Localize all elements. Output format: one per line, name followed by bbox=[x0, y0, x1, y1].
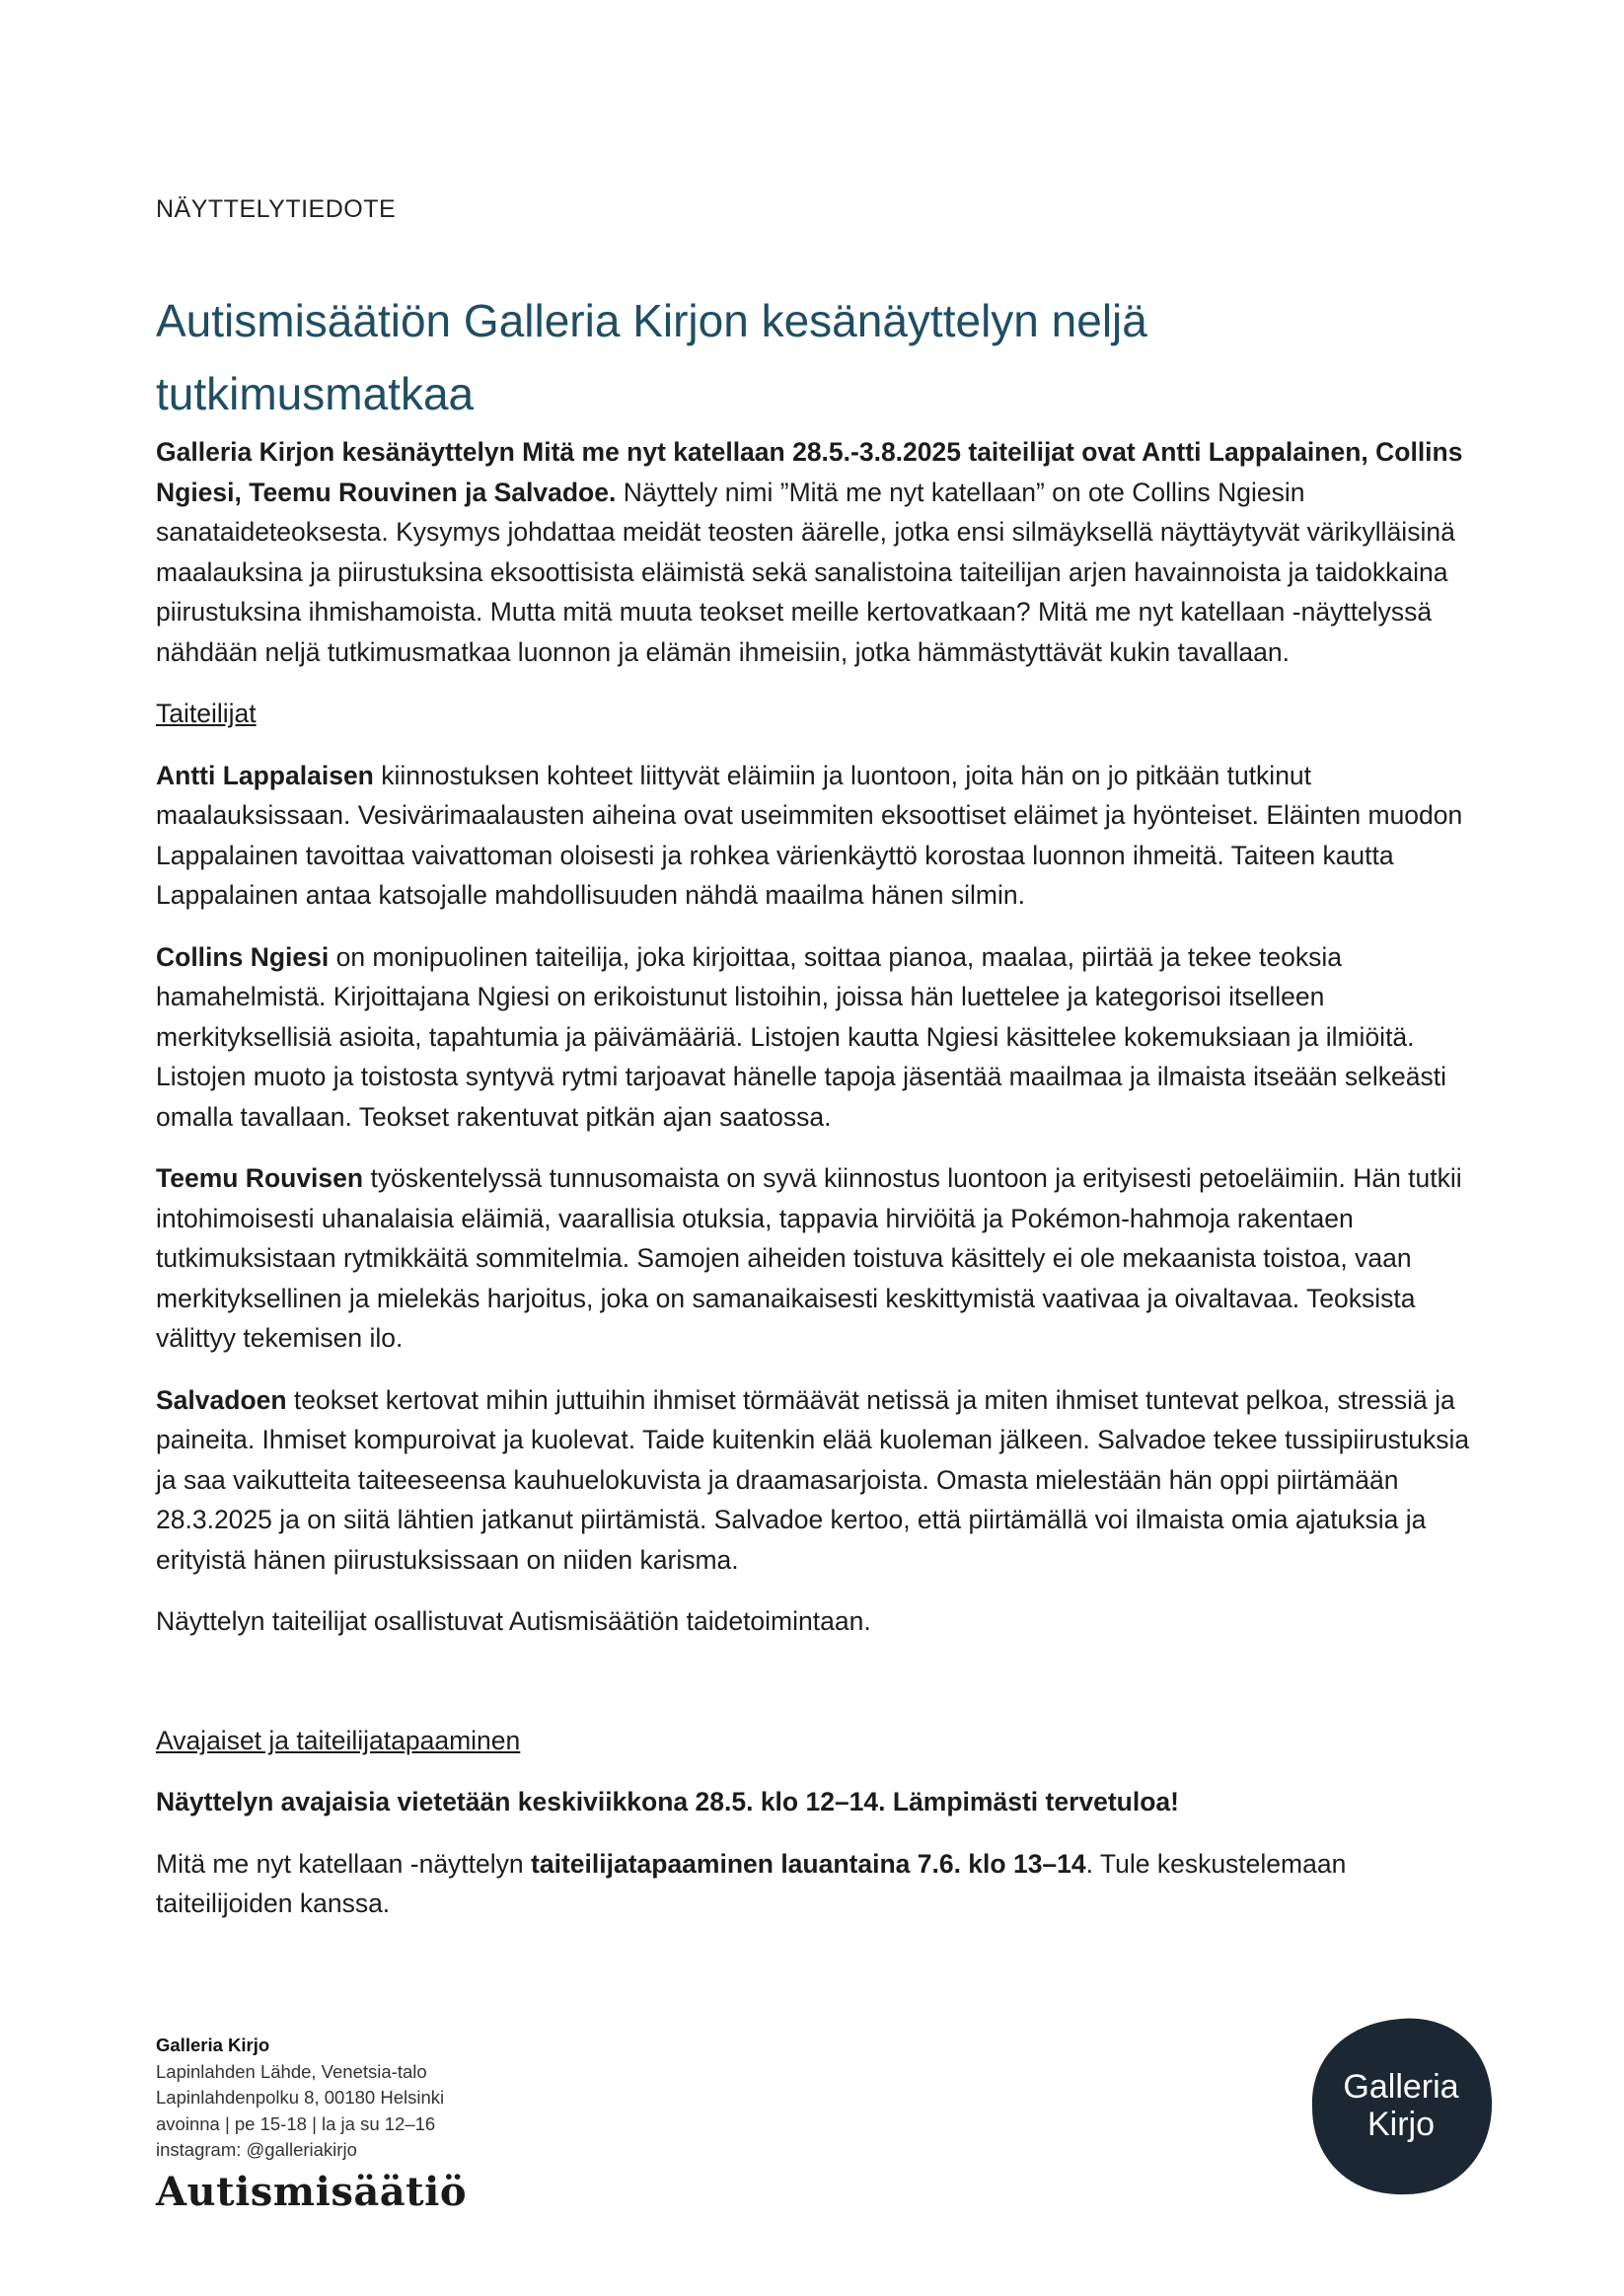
gallery-name: Galleria Kirjo bbox=[156, 2035, 270, 2055]
logo-text bbox=[1304, 2009, 1498, 2202]
logo-line-kirjo: Kirjo bbox=[1366, 2106, 1436, 2143]
street-address: Lapinlahdenpolku 8, 00180 Helsinki bbox=[156, 2087, 445, 2108]
artists-heading: Taiteilijat bbox=[156, 699, 257, 728]
intro-paragraph bbox=[156, 432, 1478, 672]
document-type-label: NÄYTTELYTIEDOTE bbox=[156, 195, 397, 223]
intro-lead: Galleria Kirjon kesänäyttelyn Mitä me nyt katellaan 28.5.-3.8.2025 taiteilijat ovat Antti Lappalainen, Collins Ngiesi, Teemu Rouvinen ja Salvadoe. bbox=[156, 437, 1463, 507]
galleria-kirjo-logo bbox=[1304, 2009, 1498, 2202]
artist-text: on monipuolinen taiteilija, joka kirjoittaa, soittaa pianoa, maalaa, piirtää ja tekee teoksia hamahelmistä. Kirjoittajana Ngiesi on erikoistunut listoihin, joissa hän luettelee ja kategorisoi itselleen merkityksellisiä asioita, tapahtumia ja päivämääriä. Listojen kautta Ngiesi käsittelee kokemuksiaan ja ilmiöitä. Listojen muoto ja toistosta syntyvä rytmi tarjoavat hänelle tapoja jäsentää maailmaa ja ilmaista itseään selkeästi omalla tavallaan. Teokset rakentuvat pitkän ajan saatossa. bbox=[156, 941, 1446, 1132]
opening-hours: avoinna | pe 15-18 | la ja su 12–16 bbox=[156, 2112, 436, 2134]
artist-text: työskentelyssä tunnusomaista on syvä kiinnostus luontoon ja erityisesti petoeläimiin. Hän tutkii intohimoisesti uhanalaisia eläimiä, vaarallisia otuksia, tappavia hirviöitä ja Pokémon-hahmoja rakentaen tutkimuksistaan rytmikkäitä sommitelmia. Samojen aiheiden toistuva käsittely ei ole mekaanista toistoa, vaan merkityksellinen ja mielekäs harjoitus, joka on samanaikaisesti keskittymistä vaativaa ja oivaltavaa. Teoksista välittyy tekemisen ilo. bbox=[156, 1163, 1462, 1353]
artist-name: Teemu Rouvisen bbox=[156, 1163, 364, 1193]
autismisaatio-logo: Autismisäätiö bbox=[156, 2169, 468, 2215]
artist-text: teokset kertovat mihin juttuihin ihmiset törmäävät netissä ja miten ihmiset tuntevat pelkoa, stressiä ja paineita. Ihmiset kompuroivat ja kuolevat. Taide kuitenkin elää kuoleman jälkeen. Salvadoe tekee tussipiirustuksia ja saa vaikutteita taiteeseensa kauhuelokuvista ja draamasarjoista. Omasta mielestään hän oppi piirtämään 28.3.2025 ja on siitä lähtien jatkanut piirtämistä. Salvadoe kertoo, että piirtämällä voi ilmaista omia ajatuksia ja erityistä hänen piirustuksissaan on niiden karisma. bbox=[156, 1384, 1470, 1575]
artist-name: Salvadoen bbox=[156, 1384, 287, 1415]
artist-text: kiinnostuksen kohteet liittyvät eläimiin ja luontoon, joita hän on jo pitkään tutkinut maalauksissaan. Vesivärimaalausten aiheina ovat useimmiten eksoottiset eläimet ja hyönteiset. Eläinten muodon Lappalainen tavoittaa vaivattoman oloisesti ja rohkea värienkäyttö korostaa luonnon ihmeitä. Taiteen kautta Lappalainen antaa katsojalle mahdollisuuden nähdä maailma hänen silmin. bbox=[156, 760, 1463, 910]
intro-text: Näyttely nimi ”Mitä me nyt katellaan” on ote Collins Ngiesin sanataideteoksesta. Kysymys johdattaa meidät teosten äärelle, jotka ensi silmäyksellä näyttäytyvät värikylläisinä maalauksina ja piirustuksina eksoottisista eläimistä sekä sanalistoina taiteilijan arjen havainnoista ja taidokkaina piirustuksina ihmishamoista. Mutta mitä muuta teokset meille kertovatkaan? Mitä me nyt katellaan -näyttelyssä nähdään neljä tutkimusmatkaa luonnon ja elämän ihmeisiin, jotka hämmästyttävät kukin tavallaan. bbox=[156, 477, 1455, 667]
artist-paragraph-salvadoe bbox=[156, 1380, 1478, 1581]
page-title: Autismisäätiön Galleria Kirjon kesänäyttelyn neljä tutkimusmatkaa bbox=[156, 295, 1147, 419]
meeting-paragraph bbox=[156, 1844, 1478, 1924]
meeting-bold: taiteilijatapaaminen lauantaina 7.6. klo 13–14 bbox=[531, 1848, 1086, 1879]
closing-paragraph: Näyttelyn taiteilijat osallistuvat Autismisäätiön taidetoimintaan. bbox=[156, 1606, 871, 1636]
artist-paragraph-lappalainen bbox=[156, 756, 1478, 916]
artist-paragraph-rouvinen bbox=[156, 1158, 1478, 1359]
address-line: Lapinlahden Lähde, Venetsia-talo bbox=[156, 2060, 427, 2082]
opening-text: Näyttelyn avajaisia vietetään keskiviikkona 28.5. klo 12–14. Lämpimästi tervetuloa! bbox=[156, 1787, 1179, 1816]
meeting-post: . Tule keskustelemaan taiteilijoiden kanssa. bbox=[156, 1848, 1347, 1918]
opening-paragraph bbox=[156, 1782, 1478, 1822]
press-release-body bbox=[156, 432, 1478, 1946]
artist-paragraph-ngiesi bbox=[156, 937, 1478, 1138]
events-heading: Avajaiset ja taiteilijatapaaminen bbox=[156, 1725, 521, 1755]
instagram-handle: instagram: @galleriakirjo bbox=[156, 2139, 357, 2160]
gallery-contact-info bbox=[156, 2033, 444, 2164]
spacer bbox=[156, 1664, 1478, 1721]
artist-name: Antti Lappalaisen bbox=[156, 760, 374, 790]
artist-name: Collins Ngiesi bbox=[156, 941, 330, 972]
logo-line-galleria: Galleria bbox=[1343, 2068, 1459, 2106]
meeting-pre: Mitä me nyt katellaan -näyttelyn bbox=[156, 1848, 532, 1879]
